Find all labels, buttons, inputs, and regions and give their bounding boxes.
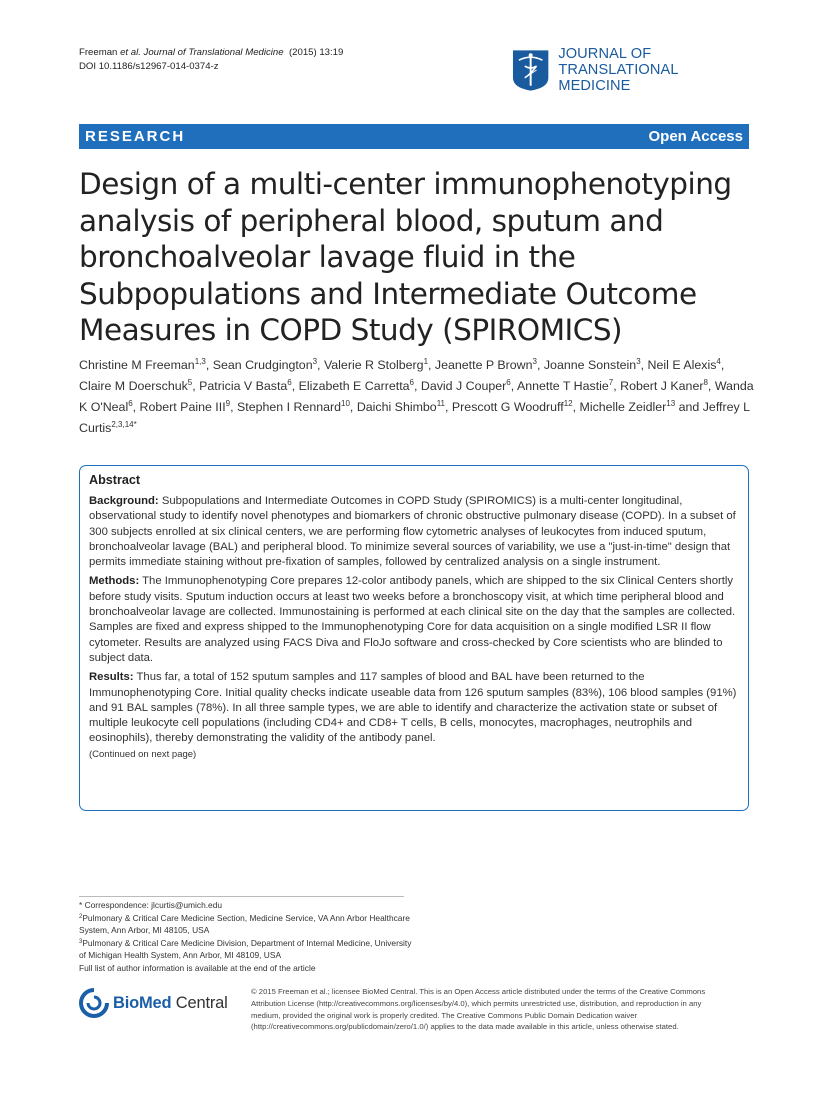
journal-logo[interactable] (511, 46, 751, 94)
author-name: Robert Paine III (139, 400, 226, 414)
citation-volume: (2015) 13:19 (288, 47, 344, 58)
biomed-central-logo[interactable] (79, 988, 228, 1018)
citation-author: Freeman (79, 47, 121, 58)
background-label: Background: (89, 495, 159, 507)
author-name: Robert J Kaner (620, 379, 704, 393)
affiliation-2-number: 2 (79, 913, 83, 920)
license-text: © 2015 Freeman et al.; licensee BioMed Central. This is an Open Access article distributed under the terms of the Creative Commons Attribution License (http://creativecommons.org/licenses/by/4.0), which permits unrestricted use, distribution, and reproduction in any medium, provided the original work is properly credited. The Creative Commons Public Domain Dedication waiver (http://creativecommons.org/publicdomain/zero/1.0/) applies to the data made available in this article, unless otherwise stated. (251, 987, 706, 1032)
methods-label: Methods: (89, 575, 140, 588)
author (648, 358, 721, 372)
journal-name-line2: TRANSLATIONAL MEDICINE (558, 62, 679, 94)
citation-line (79, 46, 343, 60)
author-affiliation: 7 (608, 378, 614, 387)
abstract-box (79, 465, 749, 811)
author-name: Elizabeth E Carretta (298, 379, 410, 393)
author (299, 379, 414, 393)
author (324, 358, 428, 372)
section-label: RESEARCH (85, 128, 186, 145)
section-banner (79, 124, 749, 149)
author-affiliation: 4 (716, 357, 721, 366)
author (452, 400, 573, 414)
author (620, 379, 708, 393)
results-text: Thus far, a total of 152 sputum samples and 117 samples of blood and BAL have been returned to the Immunophenotyping Core. Initial quality checks indicate useable data from 126 sputum samples (83%), 106 blood samples (91%) and 91 BAL samples (78%). In all three sample types, we are able to identify and characterize the activation state or subset of multiple leukocyte cell populations (including CD4+ and CD8+ T cells, B cells, monocytes, macrophages, neutrophils and eosinophils), thereby demonstrating the validity of the antibody panel. (89, 671, 737, 745)
author-name: Joanne Sonstein (543, 358, 637, 372)
abstract-methods (89, 574, 738, 666)
author (199, 379, 292, 393)
author-name: Wanda K O'Neal (79, 379, 754, 414)
author-name: Jeanette P Brown (434, 358, 533, 372)
author-name: Neil E Alexis (647, 358, 717, 372)
methods-text: The Immunophenotyping Core prepares 12-color antibody panels, which are shipped to the six Clinical Centers shortly before study visits. Sputum induction occurs at least two weeks before a bronchoscopy visit, at which time peripheral blood and bronchoalveolar lavage are collected. Immunostaining is performed at each clinical site on the day that the samples are collected. Samples are fixed and express shipped to the Immunophenotyping Core for data acquisition on a single modified LSR II flow cytometer. Results are analyzed using FACS Diva and FloJo software and cross-checked by Core scientists who are blinded to subject data. (89, 575, 736, 664)
bmc-bio: BioMed (113, 993, 172, 1012)
author (237, 400, 350, 414)
open-access-label: Open Access (648, 128, 743, 145)
footnote-divider (79, 896, 404, 897)
abstract-background (89, 494, 738, 570)
author-affiliation: 11 (436, 399, 446, 408)
author (544, 358, 641, 372)
affiliation-2-text: Pulmonary & Critical Care Medicine Section, Medicine Service, VA Ann Arbor Healthcare System, Ann Arbor, MI 48105, USA (79, 912, 410, 935)
author-affiliation: 12 (563, 399, 573, 408)
article-title: Design of a multi-center immunophenotyping analysis of peripheral blood, sputum and bronchoalveolar lavage fluid in the Subpopulations and Intermediate Outcome Measures in COPD Study (SPIROMICS) (79, 167, 732, 347)
biomed-central-wordmark (113, 994, 228, 1013)
abstract-results (89, 670, 738, 746)
author-affiliation: 6 (128, 399, 133, 408)
author-affiliation: 3 (312, 357, 318, 366)
author (435, 358, 537, 372)
full-author-info-note: Full list of author information is available at the end of the article (79, 962, 316, 973)
author-affiliation: 9 (225, 399, 231, 408)
affiliation-2 (79, 912, 419, 937)
author-affiliation: 5 (187, 378, 193, 387)
abstract-heading: Abstract (89, 473, 141, 487)
author-name: Christine M Freeman (79, 358, 195, 372)
journal-emblem-icon (511, 48, 550, 92)
author-name: Daichi Shimbo (356, 400, 437, 414)
author-name: Michelle Zeidler (579, 400, 667, 414)
author-affiliation: 3 (532, 357, 537, 366)
author (140, 400, 231, 414)
background-text: Subpopulations and Intermediate Outcomes in COPD Study (SPIROMICS) is a multi-center longitudinal, observational study to identify novel phenotypes and biomarkers of chronic obstructive pulmonary disease (COPD). In a subset of 300 subjects enrolled at six clinical centers, we are performing flow cytometric analyses of leukocytes from induced sputum, bronchoalveolar lavage (BAL) and peripheral blood. To minimize several sources of variability, we use a "just-in-time" design that permits immediate staining without pre-fixation of samples, followed by centralized analysis on a single instrument. (89, 495, 736, 569)
author (213, 358, 317, 372)
author (421, 379, 511, 393)
author-affiliation: 6 (506, 378, 511, 387)
author-affiliation: 3 (636, 357, 641, 366)
author-name: Valerie R Stolberg (323, 358, 424, 372)
bmc-central: Central (171, 993, 228, 1012)
author (357, 400, 445, 414)
author-affiliation: 8 (703, 378, 708, 387)
journal-name-line1: JOURNAL OF (558, 46, 652, 62)
author-affiliation: 1 (423, 357, 429, 366)
footnotes (79, 899, 419, 974)
author-name: Sean Crudgington (212, 358, 313, 372)
author-list: Christine M Freeman$^{1,3}$, Sean Crudgington$^3$, Valerie R Stolberg$^1$, Jeanette P Brown$^3$, Joanne Sonstein$^3$, Neil E Alexis$^4$, Claire M Doerschuk$^5$, Patricia V Basta$^6$, Elizabeth E Carretta$^6$, David J Couper$^6$, Annette T Hastie$^7$, Robert J Kaner$^8$, Wanda K O'Neal$^6$, Robert Paine III$^9$, Stephen I Rennard$^{10}$, Daichi Shimbo$^{11}$, Prescott G Woodruff$^{12}$, Michelle Zeidler$^{13}$ and Jeffrey L Curtis$^{2,3,14*}$ (79, 357, 754, 435)
author-affiliation: 1,3 (194, 357, 206, 366)
author-name: Patricia V Basta (199, 379, 288, 393)
author-affiliation: 2,3,14* (111, 420, 137, 429)
author (79, 358, 206, 372)
author-name: Stephen I Rennard (236, 400, 342, 414)
author-name: Jeffrey L Curtis (79, 400, 750, 435)
author-affiliation: 6 (409, 378, 414, 387)
biomed-central-mark-icon (79, 988, 109, 1018)
author-affiliation: 6 (287, 378, 292, 387)
citation-journal: et al. Journal of Translational Medicine (120, 47, 284, 58)
correspondence[interactable]: * Correspondence: jlcurtis@umich.edu (79, 900, 223, 910)
continued-note: (Continued on next page) (89, 748, 197, 760)
doi[interactable]: DOI 10.1186/s12967-014-0374-z (79, 61, 219, 72)
author-name: Annette T Hastie (516, 379, 609, 393)
affiliation-3-number: 3 (79, 938, 83, 945)
results-label: Results: (89, 671, 134, 684)
affiliation-3 (79, 937, 419, 962)
author-name: Claire M Doerschuk (79, 379, 188, 393)
citation-header (79, 46, 343, 74)
author (580, 400, 676, 414)
author-name: David J Couper (420, 379, 507, 393)
author-affiliation: 13 (666, 399, 676, 408)
affiliation-3-text: Pulmonary & Critical Care Medicine Division, Department of Internal Medicine, University of Michigan Health System, Ann Arbor, MI 48109, USA (79, 937, 412, 960)
author (79, 379, 192, 393)
author-affiliation: 10 (341, 399, 350, 408)
author-name: Prescott G Woodruff (451, 400, 564, 414)
author (517, 379, 613, 393)
